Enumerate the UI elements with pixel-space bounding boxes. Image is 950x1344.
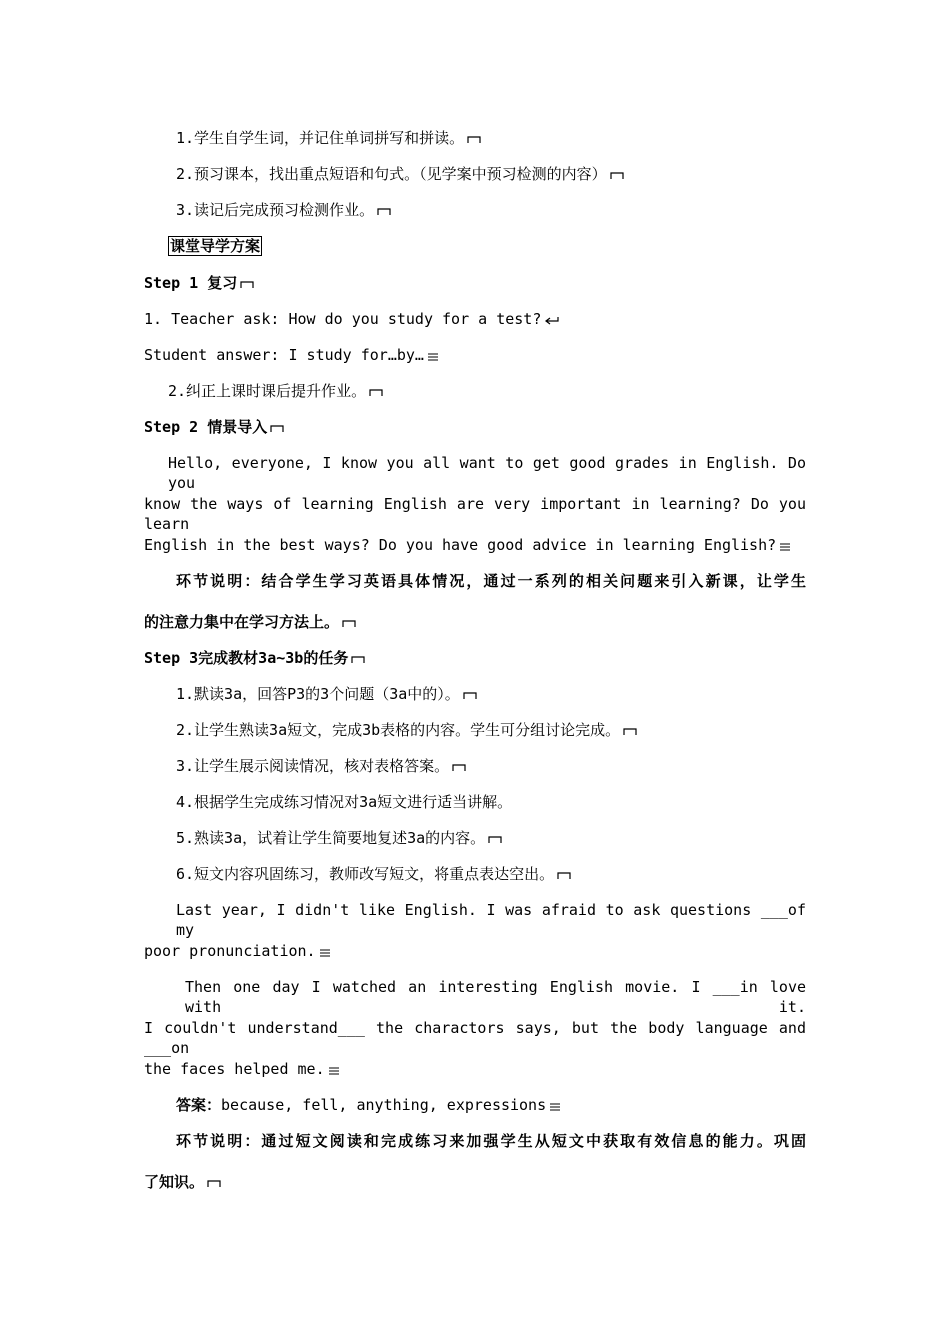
- step1-answer: Student answer: I study for…by…: [144, 345, 806, 365]
- step3-item-5: 5.熟读3a，试着让学生简要地复述3a的内容。: [176, 828, 806, 848]
- answer-line: 答案：because, fell, anything, expressions: [176, 1095, 806, 1115]
- step2-paragraph-line-3: English in the best ways? Do you have good advice in learning English?: [144, 535, 806, 555]
- paragraph-mark-icon: [207, 1178, 221, 1188]
- paragraph-mark-icon: [610, 170, 624, 180]
- paragraph-mark-icon: [452, 762, 466, 772]
- step3-item-2: 2.让学生熟读3a短文，完成3b表格的内容。学生可分组讨论完成。: [176, 720, 806, 740]
- step2-paragraph-line-2: know the ways of learning English are very important in learning? Do you learn: [144, 495, 806, 533]
- paragraph-mark-icon: [270, 423, 284, 433]
- step2-note-line-1: 环节说明：结合学生学习英语具体情况，通过一系列的相关问题来引入新课，让学生: [176, 572, 806, 590]
- step3-item-3: 3.让学生展示阅读情况，核对表格答案。: [176, 756, 806, 776]
- paragraph-mark-icon: [319, 947, 331, 957]
- paragraph-mark-icon: [623, 726, 637, 736]
- exercise-line-1: Last year, I didn't like English. I was afraid to ask questions ___of my: [176, 901, 806, 939]
- preview-item-3: 3.读记后完成预习检测作业。: [176, 200, 806, 220]
- step1-item-2: 2.纠正上课时课后提升作业。: [168, 381, 806, 401]
- paragraph-mark-icon: [351, 654, 365, 664]
- step2-paragraph-line-1: Hello, everyone, I know you all want to get good grades in English. Do you: [168, 454, 806, 492]
- paragraph-mark-icon: [328, 1065, 340, 1075]
- step2-note-line-2: 的注意力集中在学习方法上。: [144, 612, 806, 632]
- preview-item-2: 2.预习课本，找出重点短语和句式。（见学案中预习检测的内容）: [176, 164, 806, 184]
- exercise-line-2: poor pronunciation.: [144, 941, 806, 961]
- paragraph-mark-icon: [488, 834, 502, 844]
- line-break-mark-icon: [544, 315, 560, 325]
- exercise-line-4: I couldn't understand___ the charactors says, but the body language and ___on: [144, 1019, 806, 1057]
- step1-question: 1. Teacher ask: How do you study for a test?: [144, 309, 806, 329]
- step1-title: Step 1 复习: [144, 273, 806, 293]
- paragraph-mark-icon: [549, 1101, 561, 1111]
- preview-item-1: 1.学生自学生词，并记住单词拼写和拼读。: [176, 128, 806, 148]
- exercise-line-3: Then one day I watched an interesting English movie. I ___in love with it.: [185, 978, 806, 1016]
- paragraph-mark-icon: [557, 870, 571, 880]
- paragraph-mark-icon: [427, 351, 439, 361]
- exercise-line-5: the faces helped me.: [144, 1059, 806, 1079]
- step3-item-6: 6.短文内容巩固练习，教师改写短文，将重点表达空出。: [176, 864, 806, 884]
- section-heading: 课堂导学方案: [170, 237, 261, 255]
- paragraph-mark-icon: [463, 690, 477, 700]
- paragraph-mark-icon: [377, 206, 391, 216]
- step3-note-line-1: 环节说明：通过短文阅读和完成练习来加强学生从短文中获取有效信息的能力。巩固: [176, 1132, 806, 1150]
- paragraph-mark-icon: [342, 618, 356, 628]
- step3-note-line-2: 了知识。: [144, 1172, 806, 1192]
- step2-title: Step 2 情景导入: [144, 417, 806, 437]
- paragraph-mark-icon: [779, 541, 791, 551]
- step3-item-1: 1.默读3a，回答P3的3个问题（3a中的）。: [176, 684, 806, 704]
- paragraph-mark-icon: [467, 134, 481, 144]
- step3-title: Step 3完成教材3a~3b的任务: [144, 648, 806, 668]
- step3-item-4: 4.根据学生完成练习情况对3a短文进行适当讲解。: [176, 793, 513, 811]
- paragraph-mark-icon: [240, 279, 254, 289]
- paragraph-mark-icon: [369, 387, 383, 397]
